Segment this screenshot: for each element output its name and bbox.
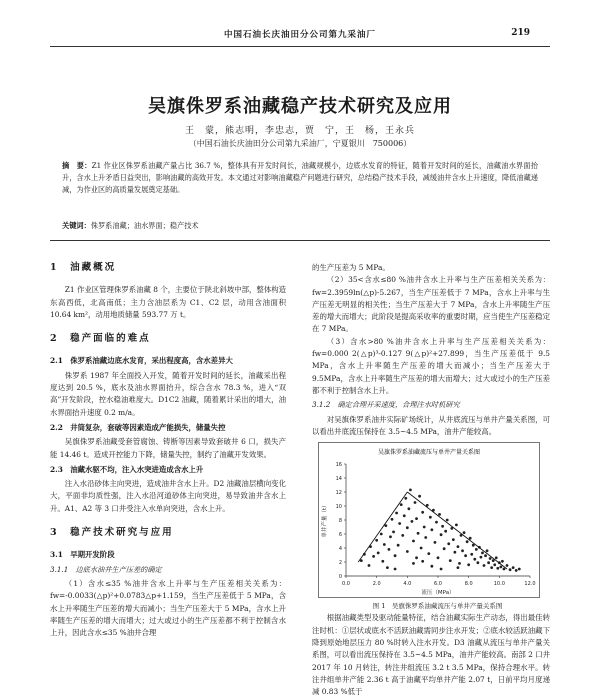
data-point <box>381 560 384 563</box>
data-point <box>515 569 518 572</box>
data-point <box>434 541 437 544</box>
data-point <box>372 555 375 558</box>
abstract-rule <box>50 240 550 241</box>
data-point <box>437 557 440 560</box>
section-2-3-heading: 2.3 油藏水驱不均，注入水突进造成含水上升 <box>50 464 204 474</box>
data-point <box>463 531 466 534</box>
data-point <box>395 512 398 515</box>
data-point <box>435 521 438 524</box>
x-tick-label: 0.0 <box>342 581 350 588</box>
data-point <box>407 508 410 511</box>
section-2-1-heading: 2.1 侏罗系油藏边底水发育，采出程度高，含水差异大 <box>50 356 233 366</box>
data-point <box>455 524 458 527</box>
data-point <box>418 495 421 498</box>
header-rule <box>50 46 550 47</box>
data-point <box>430 565 433 568</box>
data-point <box>441 525 444 528</box>
x-tick-label: 2.0 <box>372 581 381 588</box>
data-point <box>469 537 472 540</box>
section-2-1-text: 侏罗系 1987 年全面投入开发，随着开发时间的延长，油藏采出程度达到 20.5 %，底水及油水界面抬升，综合含水 78.3 %，进入“双高”开发阶段，控水稳油难度大。D1C2 油藏，随着累计采出的增大，油水界面抬升速度 0.2 m/a。 <box>50 370 286 417</box>
paper-title: 吴旗侏罗系油藏稳产技术研究及应用 <box>148 96 452 117</box>
data-point <box>386 566 389 569</box>
data-point <box>458 562 461 565</box>
section-3-1-1-text: （1）含水≤35 %油井含水上升率与生产压差相关关系为：fw=-0.0033(△p)²+0.0783△p+1.159，当生产压差低于 5 MPa，含水上升率随生产压差的增大而减小；当生产压差大于 5 MPa，含水上升率随生产压差的增大而增大；过大或过小的生产压差都不利于控制含水上升，因此含水≤35 %油井合理 <box>50 578 286 638</box>
data-point <box>452 538 455 541</box>
y-tick-label: 0 <box>338 574 342 581</box>
data-point <box>406 550 409 553</box>
data-point <box>375 539 378 542</box>
abstract-text: Z1 作业区侏罗系油藏产量占比 36.7 %，整体具有开发时间长，油藏规模小，边底水发育的特征，随着开发时间的延长，油藏油水界面抬升，含水上升矛盾日益突出，影响油藏的高效开发。本文通过对影响油藏稳产问题进行研究，总结稳产技术手段，减缓油井含水上升速度，降低油藏递减，为作业区的高质量发展奠定基础。 <box>62 161 538 194</box>
x-tick-label: 8.0 <box>464 581 473 588</box>
data-point <box>406 526 409 529</box>
continued-paragraph: 的生产压差为 5 MPa。 <box>312 263 390 272</box>
figure-caption: 图 1 吴旗侏罗系油藏流压与单井产量关系图 <box>372 602 503 611</box>
data-point <box>461 550 464 553</box>
data-point <box>483 564 486 567</box>
data-point <box>421 560 424 563</box>
chart-frame <box>319 443 540 598</box>
data-point <box>415 517 418 520</box>
data-point <box>430 529 433 532</box>
data-point <box>480 556 483 559</box>
author-list: 王 蒙，熊志明，李忠志，贾 宁，王 杨，王永兵 <box>184 126 415 136</box>
section-1-heading: 1 油藏概况 <box>50 262 117 273</box>
data-point <box>493 564 496 567</box>
data-point <box>368 564 371 567</box>
section-3-heading: 3 稳产技术研究与应用 <box>50 527 174 539</box>
data-point <box>415 557 418 560</box>
data-point <box>398 522 401 525</box>
data-point <box>449 559 452 562</box>
data-point <box>464 554 467 557</box>
data-point <box>440 533 443 536</box>
data-point <box>484 554 487 557</box>
keywords <box>62 220 538 232</box>
data-point <box>388 548 391 551</box>
right-column <box>312 262 550 699</box>
data-point <box>489 557 492 560</box>
data-point <box>427 552 430 555</box>
pressure-paragraph-3: （3）含水>80 %油井含水上升率与生产压差相关关系为：fw=0.000 2(△p)³-0.127 9(△p)²+27.899，当生产压差低于 9.5 MPa，含水上升率随生产压差的增大而减小；当生产压差大于 9.5MPa，含水上升率随生产压差的增大而增大；过大或过小的生产压差都不利于控制含水上升。 <box>312 336 550 395</box>
section-3-1-2-heading: 3.1.2 确定合理开采速度，合理注水时机研究 <box>312 400 460 410</box>
x-tick-label: 4.0 <box>403 581 412 588</box>
pressure-paragraph-2: （2）35<含水≤80 %油井含水上升率与生产压差相关关系为：fw=2.3959ln(△p)-5.267，当生产压差低于 7 MPa，含水上升率与生产压差无明显的相关性；当生产压差大于 7 MPa，含水上升率随生产压差的增大而增大；此阶段是提高采收率的重要时期，应当使生产压差稳定在 7 MPa。 <box>312 275 550 334</box>
section-3-1-1-heading: 3.1.1 边底水油井生产压差的确定 <box>50 564 162 574</box>
data-point <box>400 503 403 506</box>
y-tick-label: 2 <box>338 560 342 567</box>
section-2-heading: 2 稳产面临的难点 <box>50 333 151 345</box>
data-point <box>501 560 504 563</box>
data-point <box>391 518 394 521</box>
left-column <box>50 250 286 639</box>
page-number: 219 <box>511 28 530 38</box>
data-point <box>412 540 415 543</box>
data-point <box>470 553 473 556</box>
data-point <box>453 551 456 554</box>
abstract-label: 摘 要： <box>62 161 92 170</box>
data-point <box>475 548 478 551</box>
y-tick-label: 10 <box>335 504 342 511</box>
data-point <box>438 513 441 516</box>
data-point <box>446 519 449 522</box>
data-point <box>380 533 383 536</box>
section-2-2-heading: 2.2 井筒复杂，套破等因素造成产能损失，储量失控 <box>50 422 226 432</box>
figure-1 <box>318 442 540 598</box>
data-point <box>411 520 414 523</box>
data-point <box>509 568 512 571</box>
data-point <box>392 531 395 534</box>
affiliation: （中国石油长庆油田分公司第九采油厂，宁夏银川 750006） <box>188 139 412 148</box>
data-point <box>503 568 506 571</box>
data-point <box>417 532 420 535</box>
section-2-3-text: 注入水沿砂体主向突进，造成油井含水上升。D2 油藏油层横向变化大，平面非均质性强，注入水沿河道砂体主向突进，易导致油井含水上升。A1、A2 等 3 口井受注入水单向突进，含水上升。 <box>50 479 286 513</box>
data-point <box>424 536 427 539</box>
data-point <box>447 543 450 546</box>
y-tick-label: 4 <box>338 546 342 553</box>
data-point <box>440 568 443 571</box>
data-point <box>490 566 493 569</box>
y-tick-label: 8 <box>338 518 342 525</box>
data-point <box>397 544 400 547</box>
data-point <box>473 558 476 561</box>
data-point <box>486 550 489 553</box>
section-3-1-2-text: 对吴旗侏罗系油井实际矿场统计，从井底流压与单井产量关系图，可以看出井底流压保持在 3.5~4.5 MPa，油井产能较高。 <box>312 414 550 436</box>
section-3-1-2-text-2: 根据油藏类型及驱动能量特征，结合油藏实际生产动态，得出最佳转注时机：①层状或底水不活跃油藏需同步注水开发；②底水较活跃油藏下降到原始地层压力 80 %时转入注水开发。D3 油藏从流压与单井产量关系图，可以看出流压保持在 3.5~4.5 MPa，油井产能较高。南部 2 口井 2017 年 10 月转注，转注井组流压 3.2 t 3.5 MPa，保持合理水平。转注井组单井产能 2.36 t 高于油藏平均单井产能 2.07 t，日前平均月度递减 0.83 %低于 <box>312 613 550 697</box>
data-point <box>404 497 407 500</box>
data-point <box>394 554 397 557</box>
y-tick-label: 14 <box>335 476 342 483</box>
chart-title: 吴旗侏罗系油藏流压与单井产量关系图 <box>377 449 481 457</box>
scatter-chart <box>318 442 540 598</box>
data-point <box>487 561 490 564</box>
running-header <box>0 28 600 42</box>
x-axis-label: 流压（MPa） <box>421 590 455 597</box>
data-point <box>506 564 509 567</box>
data-point <box>495 557 498 560</box>
abstract <box>62 160 538 196</box>
data-point <box>444 530 447 533</box>
data-point <box>466 540 469 543</box>
data-point <box>481 552 484 555</box>
data-point <box>476 561 479 564</box>
section-2-2-text: 吴旗侏罗系油藏受套管腐蚀、铸断等因素导致套破井 6 口，损失产能 14.46 t。造成开控能力下降，储量失控，制约了油藏开发效果。 <box>50 437 286 459</box>
x-tick-label: 6.0 <box>434 581 442 588</box>
data-point <box>377 552 380 555</box>
data-point <box>467 564 470 567</box>
keywords-text: 侏罗系油藏；油水界面；稳产技术 <box>90 221 199 230</box>
journal-name: 中国石油长庆油田分公司第九采油厂 <box>223 30 376 40</box>
keywords-label: 关键词： <box>62 221 91 230</box>
x-tick-label: 12.0 <box>524 581 536 588</box>
y-tick-label: 6 <box>338 532 342 539</box>
data-point <box>457 566 460 569</box>
data-point <box>409 489 412 492</box>
data-point <box>429 516 432 519</box>
data-point <box>496 567 499 570</box>
data-point <box>421 511 424 514</box>
data-point <box>423 526 426 529</box>
data-point <box>443 547 446 550</box>
section-1-paragraph: Z1 作业区管理侏罗系油藏 8 个，主要位于陕北斜坡中部，整体构造东高西低，北高南低；主力含油层系为 C1、C2 层，动用含油面积 10.64 km²，动用地质储量 593.77 万 t。 <box>50 285 286 319</box>
data-point <box>414 501 417 504</box>
section-3-1-heading: 3.1 早期开发阶段 <box>50 550 115 560</box>
data-point <box>499 566 502 569</box>
data-point <box>512 566 515 569</box>
data-point <box>420 547 423 550</box>
data-point <box>394 568 397 571</box>
data-point <box>401 534 404 537</box>
data-point <box>403 515 406 518</box>
y-tick-label: 12 <box>335 490 342 497</box>
x-tick-label: 10.0 <box>493 581 505 588</box>
y-tick-label: 16 <box>335 462 342 469</box>
data-point <box>389 536 392 539</box>
data-point <box>383 543 386 546</box>
data-point <box>457 545 460 548</box>
y-axis-label: 单井产量（t） <box>322 502 328 538</box>
data-point <box>412 562 415 565</box>
data-point <box>518 568 521 571</box>
